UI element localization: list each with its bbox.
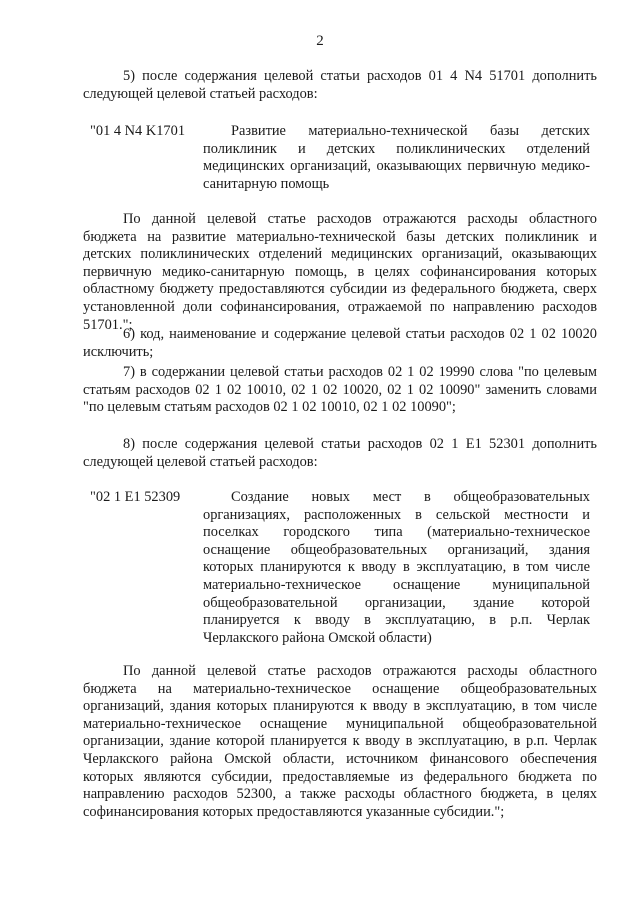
- entry-2-code: "02 1 E1 52309: [90, 489, 181, 505]
- item-7-paragraph: 7) в содержании целевой статьи расходов 02 1 02 19990 слова "по целевым статьям расходов 02 1 02 10010, 02 1 02 10020, 02 1 02 10090" заменить словами "по целевым статьям расходов 02 1 02 10010, 02 1 02 10090";: [83, 364, 597, 416]
- entry-1-description: Развитие материально-технической базы детских поликлиник и детских поликлинических отделений медицинских организаций, оказывающих первичную медико-санитарную помощь: [203, 123, 590, 192]
- entry-1-code: "01 4 N4 K1701: [90, 123, 186, 139]
- paragraph-1: По данной целевой статье расходов отражаются расходы областного бюджета на развитие материально-технической базы детских поликлиник и детских поликлинических отделений медицинских организаций, оказывающих первичную медико-санитарную помощь, в целях софинансирования которых областному бюджету предоставляются субсидии из федерального бюджета, сверх установленной доли софинансирования, отражаемой по направлению расходов 51701.";: [83, 211, 597, 333]
- page-number: 2: [316, 33, 324, 49]
- item-6-paragraph: 6) код, наименование и содержание целевой статьи расходов 02 1 02 10020 исключить;: [83, 326, 597, 360]
- paragraph-2: По данной целевой статье расходов отражаются расходы областного бюджета на материально-техническое оснащение общеобразовательных организаций, здания которых планируются к вводу в эксплуатацию, в том числе материально-техническое оснащение муниципальной общеобразовательной организации, здание которой планируется к вводу в эксплуатацию, в р.п. Черлак Черлакского района Омской области, источником финансового обеспечения которых являются субсидии, предоставляемые из федерального бюджета по направлению расходов 52300, а также расходы областного бюджета, в целях софинансирования которых предоставляются указанные субсидии.";: [83, 663, 597, 820]
- item-5-paragraph: 5) после содержания целевой статьи расходов 01 4 N4 51701 дополнить следующей целевой статьей расходов:: [83, 68, 597, 102]
- entry-2-description: Создание новых мест в общеобразовательных организациях, расположенных в сельской местности и поселках городского типа (материально-техническое оснащение общеобразовательных организаций, здания которых планируются к вводу в эксплуатацию, в том числе материально-техническое оснащение муниципальной общеобразовательной организации, здание которой планируется к вводу в эксплуатацию, в р.п. Черлак Черлакского района Омской области): [203, 489, 590, 646]
- item-8-paragraph: 8) после содержания целевой статьи расходов 02 1 E1 52301 дополнить следующей целевой статьей расходов:: [83, 436, 597, 470]
